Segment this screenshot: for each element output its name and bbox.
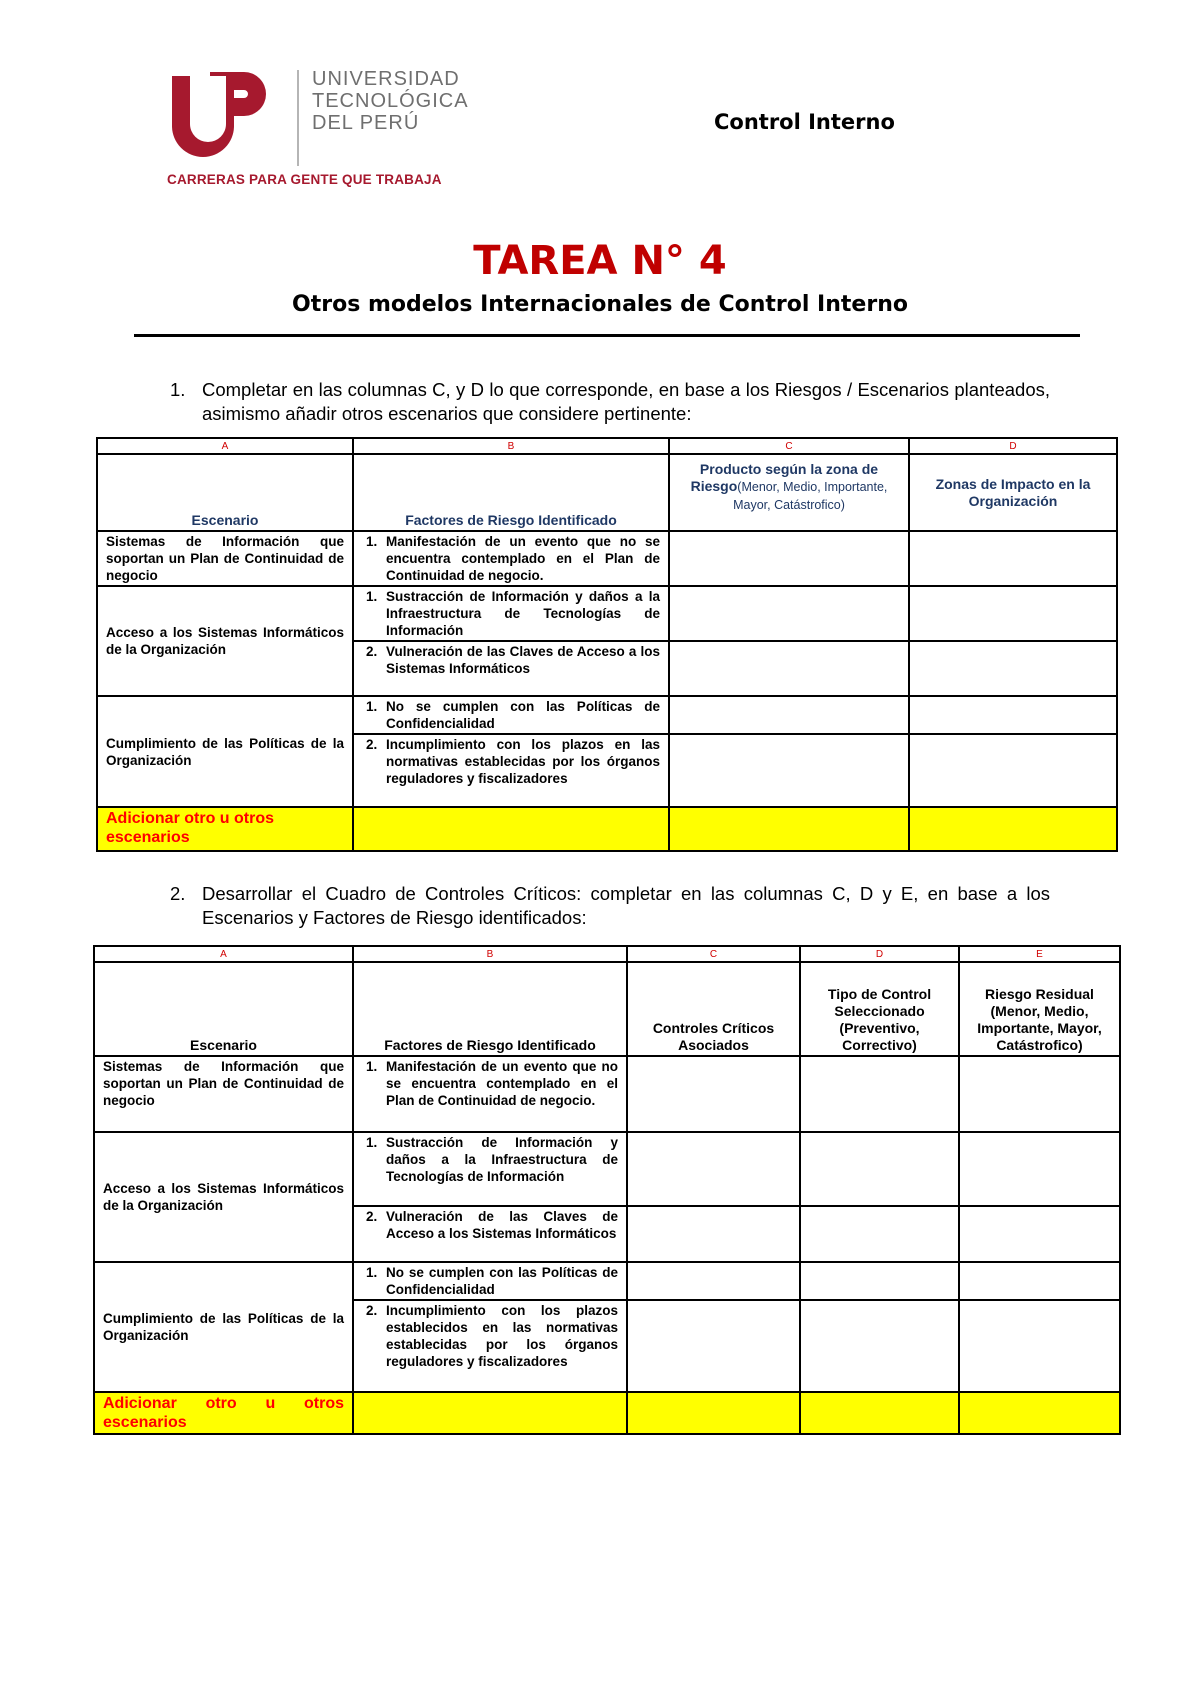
answer-cell[interactable] [800, 1056, 959, 1132]
answer-cell[interactable] [669, 531, 909, 586]
column-letter: A [97, 438, 353, 454]
add-scenario-row [94, 1392, 1120, 1434]
answer-cell[interactable] [959, 1206, 1120, 1262]
answer-cell[interactable] [800, 1132, 959, 1206]
column-letter: B [353, 438, 669, 454]
header-factores: Factores de Riesgo Identificado [353, 454, 669, 531]
factor-cell [353, 1132, 627, 1206]
table-row [94, 1056, 1120, 1132]
factor-number: 2. [366, 1303, 378, 1318]
factor-number: 1. [366, 1059, 378, 1074]
header-producto-main: Producto según la zona de Riesgo [690, 461, 879, 494]
header-producto-note: (Menor, Medio, Importante, Mayor, Catástrofico) [733, 480, 888, 512]
task-text: Completar en las columnas C, y D lo que corresponde, en base a los Riesgos / Escenarios planteados, asimismo añadir otros escenarios que considere pertinente: [202, 379, 1050, 424]
task-1-instruction [170, 378, 1050, 426]
factor-cell [353, 696, 669, 734]
answer-cell[interactable] [800, 1262, 959, 1300]
header-row [94, 962, 1120, 1056]
add-scenario-label: Adicionar otro u otros escenarios [94, 1392, 353, 1434]
header-zonas: Zonas de Impacto en la Organización [909, 454, 1117, 531]
header-factores: Factores de Riesgo Identificado [353, 962, 627, 1056]
answer-cell[interactable] [669, 807, 909, 851]
factor-number: 1. [366, 589, 378, 604]
page-title: TAREA N° 4 [473, 238, 727, 284]
factor-cell [353, 1206, 627, 1262]
factor-text: Vulneración de las Claves de Acceso a los Sistemas Informáticos [386, 1209, 618, 1241]
answer-cell[interactable] [909, 807, 1117, 851]
scenario-cell: Acceso a los Sistemas Informáticos de la Organización [94, 1132, 353, 1262]
factor-number: 1. [366, 1265, 378, 1280]
column-letter: C [627, 946, 800, 962]
answer-cell[interactable] [909, 734, 1117, 807]
factor-number: 1. [366, 1135, 378, 1150]
header-escenario: Escenario [94, 962, 353, 1056]
factor-number: 2. [366, 644, 378, 659]
column-letter: D [909, 438, 1117, 454]
scenario-cell: Sistemas de Información que soportan un Plan de Continuidad de negocio [94, 1056, 353, 1132]
critical-controls-table [93, 945, 1121, 1435]
answer-cell[interactable] [669, 586, 909, 641]
factor-text: Manifestación de un evento que no se encuentra contemplado en el Plan de Continuidad de negocio. [386, 1059, 618, 1108]
answer-cell[interactable] [959, 1056, 1120, 1132]
column-letter: E [959, 946, 1120, 962]
header-escenario: Escenario [97, 454, 353, 531]
answer-cell[interactable] [909, 641, 1117, 696]
answer-cell[interactable] [353, 807, 669, 851]
factor-number: 1. [366, 534, 378, 549]
answer-cell[interactable] [627, 1132, 800, 1206]
factor-cell [353, 531, 669, 586]
factor-text: No se cumplen con las Políticas de Confidencialidad [386, 699, 660, 731]
factor-text: Sustracción de Información y daños a la Infraestructura de Tecnologías de Información [386, 589, 660, 638]
university-line: DEL PERÚ [312, 112, 420, 134]
task-number: 2. [170, 883, 186, 904]
add-scenario-row [97, 807, 1117, 851]
factor-number: 2. [366, 1209, 378, 1224]
column-letter: D [800, 946, 959, 962]
column-letter-row [97, 438, 1117, 454]
column-letter-row [94, 946, 1120, 962]
answer-cell[interactable] [800, 1300, 959, 1392]
answer-cell[interactable] [909, 696, 1117, 734]
answer-cell[interactable] [627, 1262, 800, 1300]
answer-cell[interactable] [627, 1206, 800, 1262]
task-text: Desarrollar el Cuadro de Controles Críticos: completar en las columnas C, D y E, en base a los Escenarios y Factores de Riesgo identificados: [202, 883, 1050, 928]
university-tagline: CARRERAS PARA GENTE QUE TRABAJA [167, 172, 442, 187]
column-letter: A [94, 946, 353, 962]
university-line: UNIVERSIDAD [312, 68, 460, 90]
add-scenario-label: Adicionar otro u otros escenarios [97, 807, 353, 851]
factor-cell [353, 586, 669, 641]
factor-cell [353, 1056, 627, 1132]
factor-text: Vulneración de las Claves de Acceso a los Sistemas Informáticos [386, 644, 660, 676]
column-letter: C [669, 438, 909, 454]
column-letter: B [353, 946, 627, 962]
answer-cell[interactable] [909, 531, 1117, 586]
header-riesgo-residual: Riesgo Residual (Menor, Medio, Importante, Mayor, Catástrofico) [959, 962, 1120, 1056]
answer-cell[interactable] [909, 586, 1117, 641]
scenario-cell: Cumplimiento de las Políticas de la Organización [94, 1262, 353, 1392]
answer-cell[interactable] [669, 734, 909, 807]
answer-cell[interactable] [800, 1206, 959, 1262]
table-row [97, 696, 1117, 734]
factor-text: Incumplimiento con los plazos en las normativas establecidas por los órganos reguladores y fiscalizadores [386, 737, 660, 786]
course-name: Control Interno [714, 110, 895, 134]
header-row [97, 454, 1117, 531]
header-producto [669, 454, 909, 531]
answer-cell[interactable] [669, 641, 909, 696]
answer-cell[interactable] [669, 696, 909, 734]
factor-cell [353, 1262, 627, 1300]
utp-logo-icon [170, 68, 285, 160]
table-row [97, 586, 1117, 641]
answer-cell[interactable] [959, 1262, 1120, 1300]
university-line: TECNOLÓGICA [312, 90, 469, 112]
page-subtitle: Otros modelos Internacionales de Control Interno [292, 292, 908, 317]
scenario-cell: Acceso a los Sistemas Informáticos de la Organización [97, 586, 353, 696]
answer-cell[interactable] [627, 1392, 800, 1434]
logo-divider [297, 70, 299, 166]
title-divider [134, 334, 1080, 337]
factor-text: No se cumplen con las Políticas de Confidencialidad [386, 1265, 618, 1297]
table-row [97, 531, 1117, 586]
answer-cell[interactable] [353, 1392, 627, 1434]
answer-cell[interactable] [959, 1132, 1120, 1206]
factor-text: Sustracción de Información y daños a la Infraestructura de Tecnologías de Información [386, 1135, 618, 1184]
task-2-instruction [170, 882, 1050, 930]
answer-cell[interactable] [959, 1300, 1120, 1392]
factor-cell [353, 734, 669, 807]
factor-cell [353, 641, 669, 696]
factor-number: 1. [366, 699, 378, 714]
scenario-cell: Cumplimiento de las Políticas de la Organización [97, 696, 353, 807]
answer-cell[interactable] [627, 1300, 800, 1392]
header-tipo-control: Tipo de Control Seleccionado (Preventivo, Correctivo) [800, 962, 959, 1056]
answer-cell[interactable] [627, 1056, 800, 1132]
factor-text: Manifestación de un evento que no se encuentra contemplado en el Plan de Continuidad de negocio. [386, 534, 660, 583]
university-logo [167, 68, 470, 198]
answer-cell[interactable] [800, 1392, 959, 1434]
factor-text: Incumplimiento con los plazos establecidos en las normativas establecidas por los órganos reguladores y fiscalizadores [386, 1303, 618, 1369]
scenario-cell: Sistemas de Información que soportan un Plan de Continuidad de negocio [97, 531, 353, 586]
factor-number: 2. [366, 737, 378, 752]
answer-cell[interactable] [959, 1392, 1120, 1434]
header-controles: Controles Críticos Asociados [627, 962, 800, 1056]
factor-cell [353, 1300, 627, 1392]
table-row [94, 1262, 1120, 1300]
university-name [312, 68, 469, 134]
table-row [94, 1132, 1120, 1206]
task-number: 1. [170, 379, 186, 400]
risk-table [96, 437, 1118, 852]
